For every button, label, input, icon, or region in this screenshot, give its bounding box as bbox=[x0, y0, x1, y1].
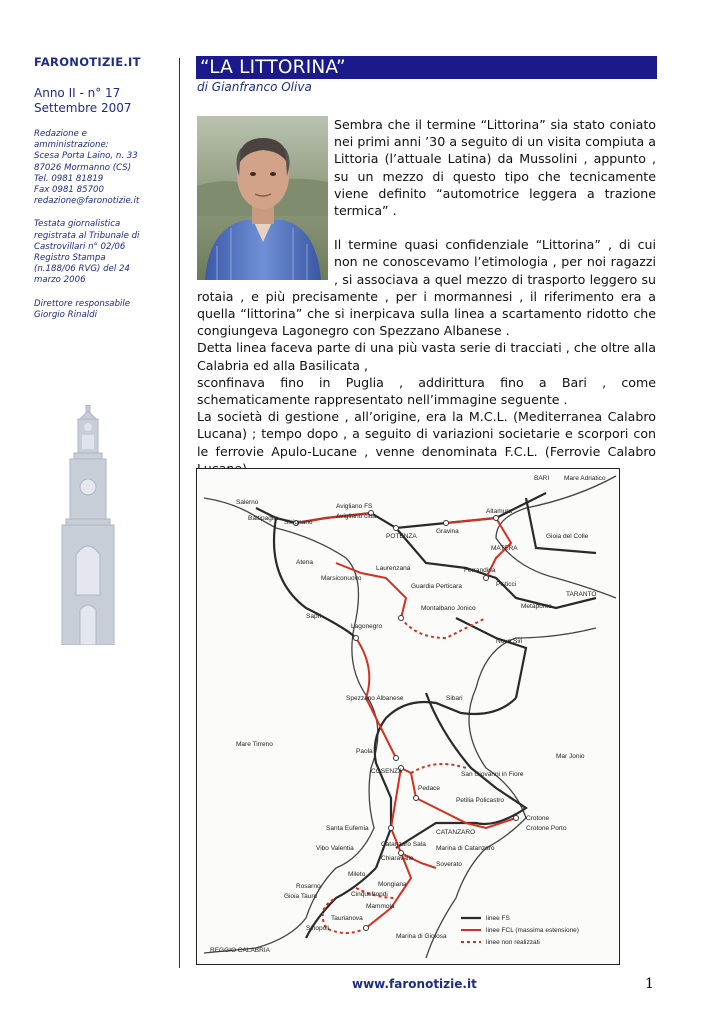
info-line: Direttore responsabile bbox=[34, 298, 131, 309]
map-label: Gioia Tauro bbox=[284, 893, 318, 900]
map-label: TARANTO bbox=[566, 591, 597, 598]
footer-url[interactable]: www.faronotizie.it bbox=[352, 977, 477, 991]
map-label: Mammola bbox=[366, 903, 395, 910]
testata-block bbox=[34, 219, 169, 286]
map-label: Montalbano Jonico bbox=[421, 605, 476, 612]
map-label: Marsiconuovo bbox=[321, 575, 362, 582]
map-label: Rosarno bbox=[296, 883, 321, 890]
map-label: Chiaravalle bbox=[381, 855, 414, 862]
article-paragraph: Sembra che il termine “Littorina” sia stato coniato nei primi anni ’30 a seguito di un visita compiuta a Littoria (l’attuale Latina) da Mussolini , appunto , su un mezzo di questo tipo che tecnicamente viene definito “automotrice leggera a trazione termica” . bbox=[334, 117, 656, 219]
map-label: Mare Tirreno bbox=[236, 741, 273, 748]
photo-spacer bbox=[197, 116, 334, 284]
map-label: Sibari bbox=[446, 695, 463, 702]
bell-tower-illustration bbox=[52, 405, 132, 645]
issue-date: Settembre 2007 bbox=[34, 101, 132, 115]
map-label: Catanzaro Sala bbox=[381, 841, 426, 848]
redazione-block bbox=[34, 129, 169, 207]
map-label: Altamura bbox=[486, 508, 513, 515]
map-label: Cinquefrondi bbox=[351, 891, 388, 898]
issue-info bbox=[34, 86, 169, 116]
map-label: Lagonegro bbox=[351, 623, 383, 630]
map-label: Mongiana bbox=[378, 881, 407, 888]
info-line: Fax 0981 85700 bbox=[34, 185, 104, 196]
info-line: redazione@faronotizie.it bbox=[34, 196, 140, 207]
issue-number: Anno II - n° 17 bbox=[34, 86, 121, 100]
article-paragraph: Detta linea faceva parte di una più vasta serie di tracciati , che oltre alla Calabria ed alla Basilicata , bbox=[197, 340, 656, 373]
info-line: Registro Stampa bbox=[34, 253, 106, 264]
info-line: amministrazione: bbox=[34, 140, 109, 151]
map-label: Metaponto bbox=[521, 603, 552, 610]
info-line: marzo 2006 bbox=[34, 275, 86, 286]
railway-map bbox=[196, 468, 620, 965]
map-label: Avigliano città bbox=[336, 513, 376, 520]
publication-name: FARONOTIZIE.IT bbox=[34, 55, 141, 69]
map-label: Mar Jonio bbox=[556, 753, 585, 760]
map-label: Pedace bbox=[418, 785, 441, 792]
info-line: Tel. 0981 81819 bbox=[34, 173, 104, 184]
info-line: Giorgio Rinaldi bbox=[34, 309, 97, 320]
map-label: Santa Eufemia bbox=[326, 825, 369, 832]
map-label: Marina di Gioiosa bbox=[396, 933, 447, 940]
map-label: Mare Adriatico bbox=[564, 475, 606, 482]
legend-fs: linee FS bbox=[486, 915, 510, 922]
map-label: MATERA bbox=[491, 545, 518, 552]
legend-fcl: linee FCL (massima estensione) bbox=[486, 927, 579, 934]
article-paragraph: La società di gestione , all’origine, era la M.C.L. (Mediterranea Calabro Lucana) ; tempo dopo , a seguito di variazioni societarie e scorpori con le ferrovie Apulo-Lucane , venne denominata F.C.L. (Ferrovie Calabro bbox=[197, 409, 656, 459]
map-label: Crotone bbox=[526, 815, 550, 822]
article-paragraph: sconfinava fino in Puglia , addirittura fino a Bari , come schematicamente rappresentato nell’immagine seguente . bbox=[197, 374, 656, 408]
map-label: BARI bbox=[534, 475, 550, 482]
map-label: Nova Siri bbox=[496, 638, 523, 645]
map-label: Mileto bbox=[348, 871, 366, 878]
map-label: Salerno bbox=[236, 499, 259, 506]
sidebar bbox=[34, 55, 169, 321]
map-label: Guardia Perticara bbox=[411, 583, 462, 590]
map-label: POTENZA bbox=[386, 533, 417, 540]
map-label: Laurenzana bbox=[376, 565, 411, 572]
map-label: Pisticci bbox=[496, 581, 517, 588]
column-divider bbox=[179, 58, 180, 968]
info-line: Castrovillari n° 02/06 bbox=[34, 241, 126, 252]
map-label: Marina di Catanzaro bbox=[436, 845, 495, 852]
info-line: 87026 Mormanno (CS) bbox=[34, 162, 132, 173]
map-label: Soverato bbox=[436, 861, 463, 868]
info-line: (n.188/06 RVG) del 24 bbox=[34, 264, 130, 275]
map-label: Crotone Porto bbox=[526, 825, 567, 832]
map-label: Gioia del Colle bbox=[546, 533, 589, 540]
page-number: 1 bbox=[645, 976, 654, 992]
map-label: Ferrandina bbox=[464, 567, 496, 574]
article-title: “LA LITTORINA” bbox=[200, 57, 346, 78]
legend-planned: linee non realizzati bbox=[486, 939, 540, 946]
direttore-block bbox=[34, 299, 169, 321]
map-label: COSENZA bbox=[371, 768, 403, 775]
map-label: Sicignano bbox=[284, 519, 313, 526]
info-line: Testata giornalistica bbox=[34, 219, 121, 230]
article-author: di Gianfranco Oliva bbox=[197, 80, 312, 94]
info-line: Scesa Porta Laino, n. 33 bbox=[34, 151, 138, 162]
map-label: Petilia Policastro bbox=[456, 797, 505, 804]
map-label: Gravina bbox=[436, 528, 459, 535]
info-line: Redazione e bbox=[34, 129, 87, 139]
map-label: Sinopoli bbox=[306, 925, 330, 932]
map-label: REGGIO CALABRIA bbox=[210, 947, 270, 954]
article-paragraph: Il termine quasi confidenziale “Littorina” , di cui non ne conoscevamo l’etimologia , per noi ragazzi , si associava a quel mezzo di trasporto leggero su rotaia , e più precisamente , per i mormannesi , il riferimento era a quella “littorina” che si inerpicava sulla linea a scartamento ridotto che congiungeva Lagonegro con Spezzano Albanese . bbox=[197, 237, 656, 339]
map-label: Paola bbox=[356, 748, 373, 755]
map-label: Spezzano Albanese bbox=[346, 695, 404, 702]
map-label: San Giovanni in Fiore bbox=[461, 771, 524, 778]
map-label: Atena bbox=[296, 559, 313, 566]
map-label: Taurianova bbox=[331, 915, 363, 922]
map-label: CATANZARO bbox=[436, 829, 476, 836]
map-label: Sapri bbox=[306, 613, 322, 620]
info-line: registrata al Tribunale di bbox=[34, 230, 140, 241]
article-body bbox=[197, 116, 656, 477]
map-label: Avigliano FS bbox=[336, 503, 373, 510]
map-label: Vibo Valentia bbox=[316, 845, 354, 852]
map-label: Battipaglia bbox=[248, 515, 279, 522]
